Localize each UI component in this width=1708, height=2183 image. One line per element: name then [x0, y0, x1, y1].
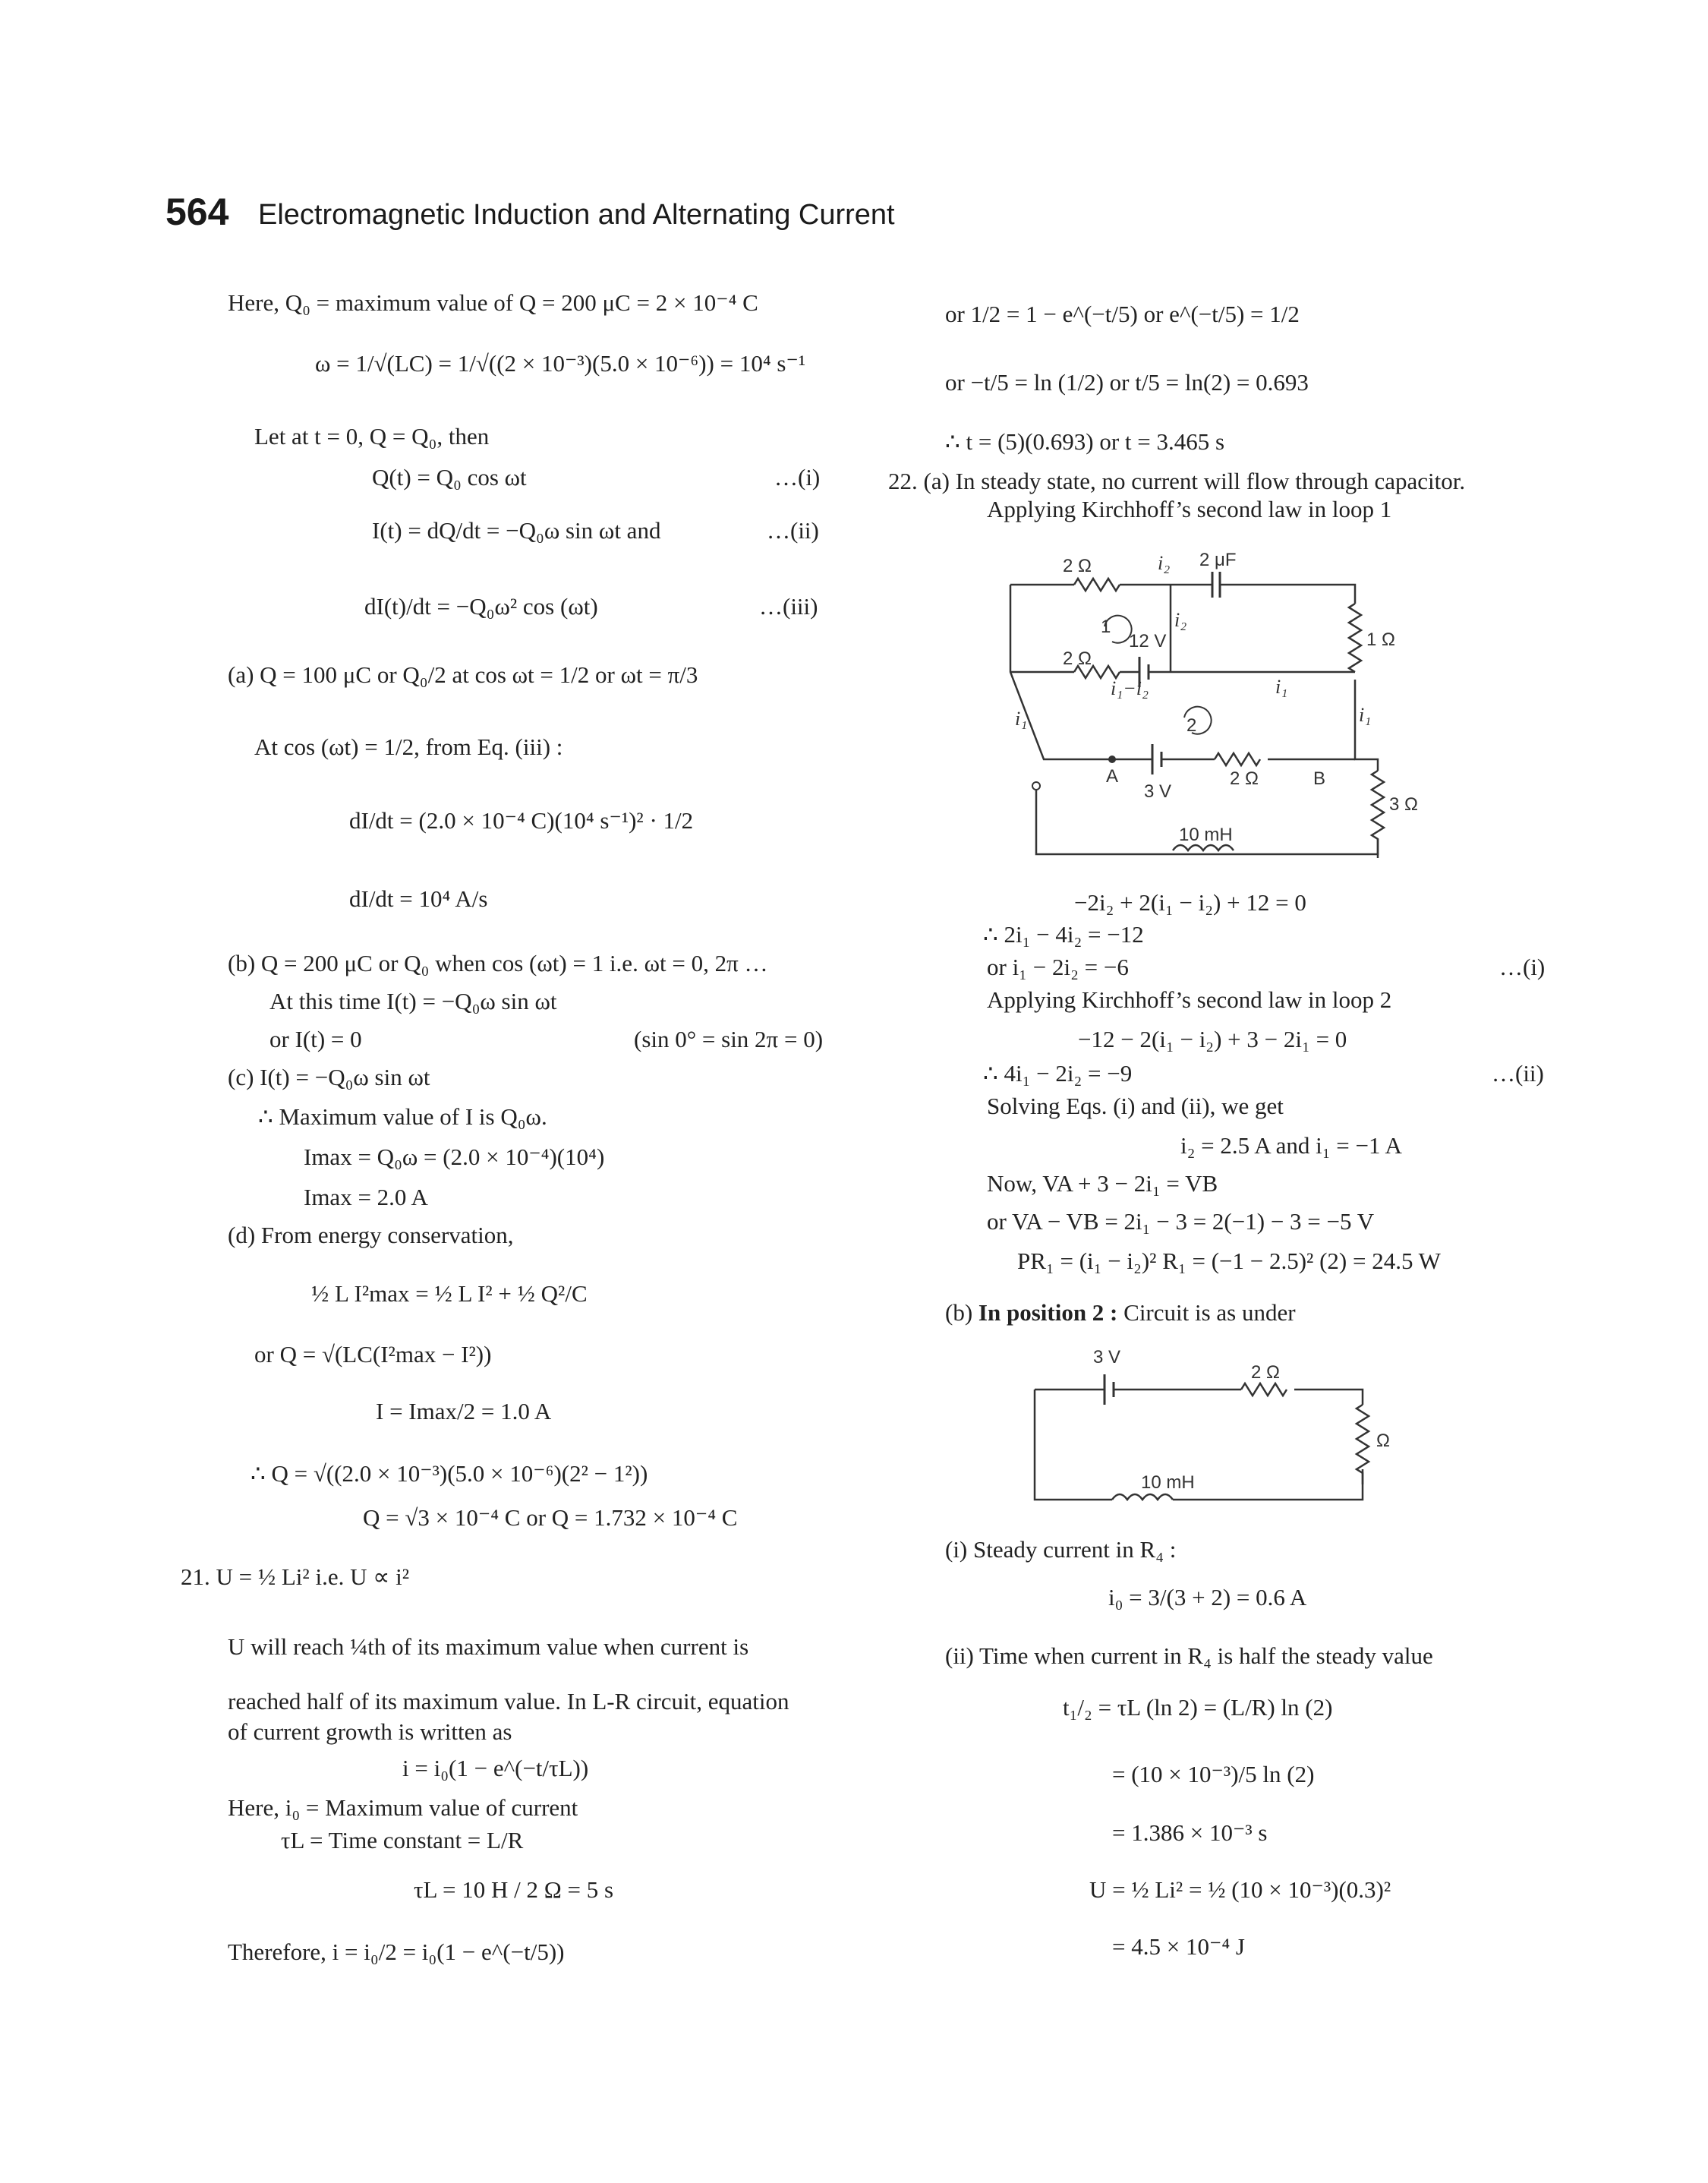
part-b-heading: In position 2 : [978, 1299, 1118, 1326]
right-line: i₂ = 2.5 A and i₁ = −1 A [1180, 1132, 1402, 1159]
left-line: Imax = Q₀ω = (2.0 × 10⁻⁴)(10⁴) [304, 1144, 605, 1170]
label-capacitor: 2 μF [1199, 550, 1237, 570]
left-line: ½ L I²max = ½ L I² + ½ Q²/C [311, 1280, 588, 1307]
label-resistor: 2 Ω [1251, 1362, 1280, 1383]
label-inductor: 10 mH [1179, 825, 1233, 845]
left-line: (c) I(t) = −Q₀ω sin ωt [228, 1064, 430, 1090]
left-line: dI(t)/dt = −Q₀ω² cos (ωt) [364, 593, 598, 620]
left-line: dI/dt = (2.0 × 10⁻⁴ C)(10⁴ s⁻¹)² · 1/2 [349, 807, 694, 834]
left-line: i = i₀(1 − e^(−t/τL)) [402, 1755, 589, 1781]
label-r-right: 1 Ω [1366, 629, 1395, 650]
left-line: Therefore, i = i₀/2 = i₀(1 − e^(−t/5)) [228, 1939, 565, 1965]
part-b-label: (b) [945, 1299, 978, 1326]
left-line: Imax = 2.0 A [304, 1184, 428, 1210]
left-line: reached half of its maximum value. In L-R circuit, equation [228, 1688, 789, 1715]
label-r-bottom: 2 Ω [1230, 768, 1259, 789]
left-line: 21. U = ½ Li² i.e. U ∝ i² [181, 1563, 410, 1590]
label-r-top: 2 Ω [1063, 556, 1092, 576]
page-number: 564 [165, 191, 229, 233]
label-i2-top: i₂ [1158, 552, 1171, 574]
right-line: PR₁ = (i₁ − i₂)² R₁ = (−1 − 2.5)² (2) = 24.5 W [1017, 1248, 1441, 1274]
right-line: ∴ 2i₁ − 4i₂ = −12 [983, 921, 1144, 948]
label-resistor-right: Ω [1376, 1431, 1390, 1451]
chapter-title: Electromagnetic Induction and Alternating Current [258, 199, 895, 231]
label-i1-left: i₁ [1015, 708, 1028, 730]
right-line: or VA − VB = 2i₁ − 3 = 2(−1) − 3 = −5 V [987, 1208, 1375, 1235]
equation-number: …(ii) [767, 517, 819, 544]
left-line: Let at t = 0, Q = Q₀, then [254, 423, 490, 450]
left-line: Here, i₀ = Maximum value of current [228, 1794, 578, 1821]
right-line: = (10 × 10⁻³)/5 ln (2) [1112, 1761, 1315, 1787]
right-line: −2i₂ + 2(i₁ − i₂) + 12 = 0 [1074, 889, 1306, 916]
label-battery-3v: 3 V [1144, 781, 1172, 802]
right-line: ∴ t = (5)(0.693) or t = 3.465 s [945, 428, 1225, 455]
right-line: = 1.386 × 10⁻³ s [1112, 1819, 1268, 1846]
label-r-3ohm: 3 Ω [1389, 794, 1418, 815]
circuit-diagram-1 [1006, 543, 1418, 869]
left-line: τL = 10 H / 2 Ω = 5 s [414, 1876, 614, 1903]
left-line: of current growth is written as [228, 1718, 512, 1745]
equation-number: …(i) [1499, 954, 1546, 980]
left-line: At cos (ωt) = 1/2, from Eq. (iii) : [254, 733, 563, 760]
right-line: or i₁ − 2i₂ = −6 [987, 954, 1129, 980]
right-line: Applying Kirchhoff’s second law in loop 1 [987, 496, 1392, 522]
right-line: ∴ 4i₁ − 2i₂ = −9 [983, 1060, 1133, 1087]
label-node-b: B [1313, 768, 1326, 789]
right-line: U = ½ Li² = ½ (10 × 10⁻³)(0.3)² [1089, 1876, 1391, 1903]
left-line: ∴ Maximum value of I is Q₀ω. [258, 1103, 547, 1130]
right-line: i₀ = 3/(3 + 2) = 0.6 A [1108, 1584, 1307, 1610]
label-node-a: A [1106, 766, 1119, 787]
label-i1-minus-i2: i₁−i₂ [1111, 677, 1149, 699]
equation-number: …(iii) [759, 593, 818, 620]
label-i1-right: i₁ [1359, 704, 1372, 726]
left-line: At this time I(t) = −Q₀ω sin ωt [269, 988, 557, 1014]
equation-number: …(i) [774, 464, 821, 491]
left-line: or I(t) = 0 [269, 1026, 362, 1052]
label-loop-1: 1 [1101, 617, 1111, 637]
label-loop-2: 2 [1186, 715, 1197, 736]
right-line: −12 − 2(i₁ − i₂) + 3 − 2i₁ = 0 [1078, 1026, 1347, 1052]
left-line: Q = √3 × 10⁻⁴ C or Q = 1.732 × 10⁻⁴ C [363, 1504, 738, 1531]
label-i2-mid: i₂ [1174, 609, 1187, 631]
left-line: ω = 1/√(LC) = 1/√((2 × 10⁻³)(5.0 × 10⁻⁶)) = 10⁴ s⁻¹ [315, 350, 806, 377]
left-line: (b) Q = 200 μC or Q₀ when cos (ωt) = 1 i.e. ωt = 0, 2π … [228, 950, 768, 976]
label-inductor: 10 mH [1141, 1472, 1195, 1493]
right-line: or 1/2 = 1 − e^(−t/5) or e^(−t/5) = 1/2 [945, 301, 1300, 327]
equation-number: …(ii) [1492, 1060, 1544, 1087]
left-line: or Q = √(LC(I²max − I²)) [254, 1341, 492, 1368]
circuit-diagram-2 [1029, 1340, 1393, 1515]
right-line [945, 1298, 1296, 1327]
left-line: (d) From energy conservation, [228, 1222, 514, 1248]
right-line: Solving Eqs. (i) and (ii), we get [987, 1093, 1284, 1119]
label-r-mid: 2 Ω [1063, 648, 1092, 669]
label-battery-12v: 12 V [1129, 631, 1167, 651]
left-line: τL = Time constant = L/R [281, 1827, 524, 1853]
left-line: Here, Q₀ = maximum value of Q = 200 μC = 2 × 10⁻⁴ C [228, 289, 758, 316]
label-i1-mid: i₁ [1275, 676, 1288, 698]
right-line: 22. (a) In steady state, no current will flow through capacitor. [888, 468, 1466, 494]
left-line: Q(t) = Q₀ cos ωt [372, 464, 527, 491]
left-line: U will reach ¼th of its maximum value when current is [228, 1633, 749, 1660]
right-line: t₁/₂ = τL (ln 2) = (L/R) ln (2) [1063, 1694, 1333, 1721]
right-line: or −t/5 = ln (1/2) or t/5 = ln(2) = 0.693 [945, 369, 1309, 396]
right-line: = 4.5 × 10⁻⁴ J [1112, 1933, 1245, 1960]
left-line: ∴ Q = √((2.0 × 10⁻³)(5.0 × 10⁻⁶)(2² − 1²)) [251, 1460, 648, 1487]
right-line: Applying Kirchhoff’s second law in loop 2 [987, 986, 1392, 1013]
left-line: I(t) = dQ/dt = −Q₀ω sin ωt and [372, 517, 661, 544]
left-line: I = Imax/2 = 1.0 A [376, 1398, 552, 1424]
right-line: (ii) Time when current in R₄ is half the steady value [945, 1642, 1433, 1669]
left-line: (sin 0° = sin 2π = 0) [634, 1026, 824, 1052]
left-line: (a) Q = 100 μC or Q₀/2 at cos ωt = 1/2 or ωt = π/3 [228, 661, 698, 688]
label-battery: 3 V [1093, 1347, 1121, 1368]
right-line: Now, VA + 3 − 2i₁ = VB [987, 1170, 1218, 1197]
left-line: dI/dt = 10⁴ A/s [349, 885, 488, 912]
right-line: (i) Steady current in R₄ : [945, 1536, 1177, 1563]
part-b-text: Circuit is as under [1117, 1299, 1296, 1326]
